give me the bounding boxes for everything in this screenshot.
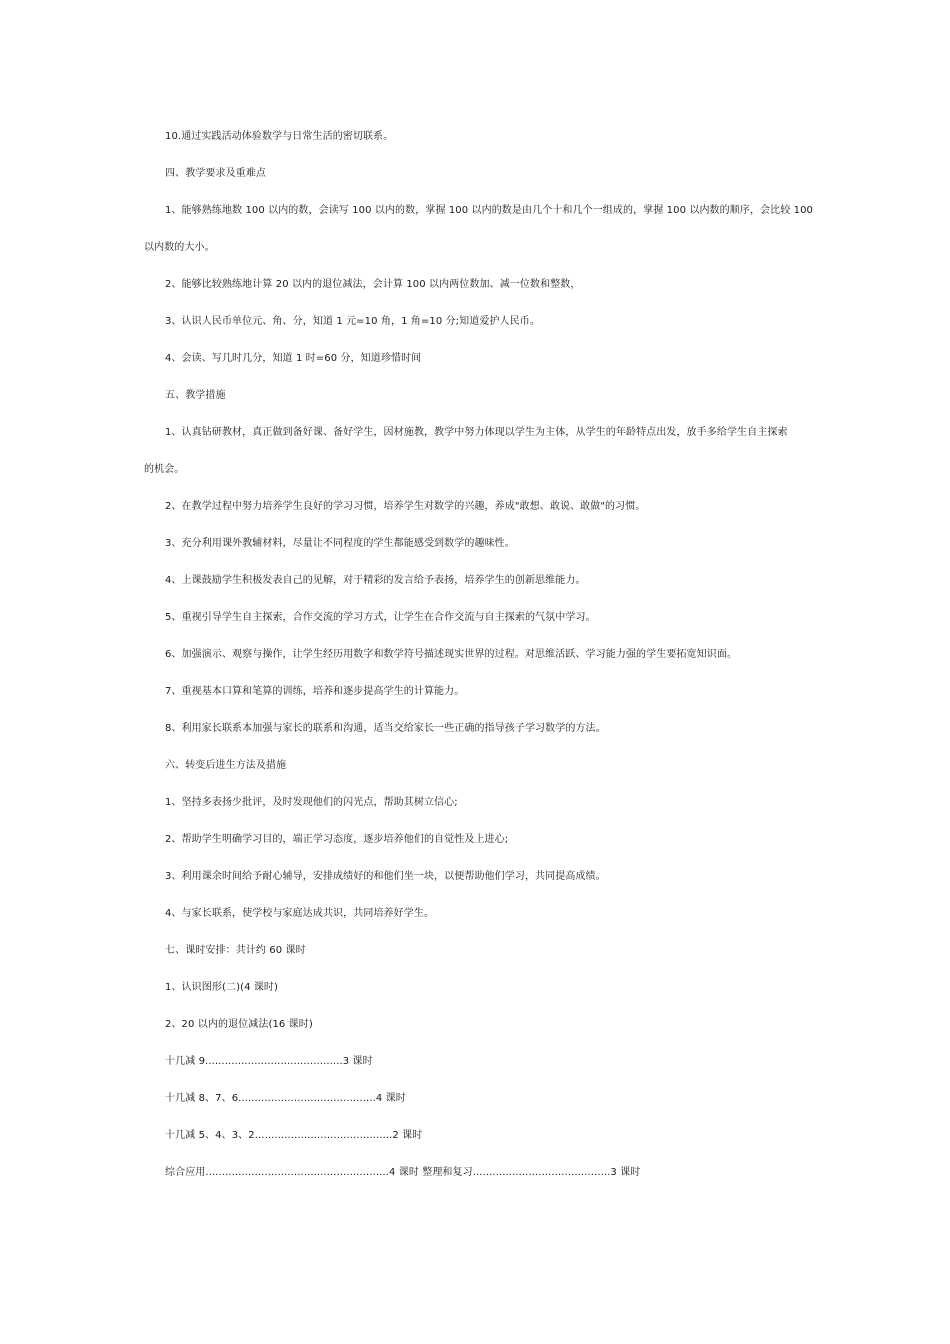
paragraph-line: 1、认真钻研教材，真正做到备好课、备好学生，因材施教，教学中努力体现以学生为主体，从学生的年龄特点出发，放手多给学生自主探索 bbox=[165, 427, 788, 438]
section-heading: 四、教学要求及重难点 bbox=[165, 168, 266, 179]
paragraph-line: 3、认识人民币单位元、角、分，知道 1 元=10 角，1 角=10 分;知道爱护人民币。 bbox=[165, 316, 540, 327]
paragraph-line: 2、能够比较熟练地计算 20 以内的退位减法，会计算 100 以内两位数加、减一位数和整数， bbox=[165, 279, 581, 290]
paragraph-line: 8、利用家长联系本加强与家长的联系和沟通，适当交给家长一些正确的指导孩子学习数学的方法。 bbox=[165, 723, 606, 734]
paragraph-line: 4、与家长联系，使学校与家庭达成共识，共同培养好学生。 bbox=[165, 908, 435, 919]
paragraph-line: 1、坚持多表扬少批评，及时发现他们的闪光点，帮助其树立信心; bbox=[165, 797, 458, 808]
section-heading: 五、教学措施 bbox=[165, 390, 226, 401]
section-heading: 七、课时安排：共计约 60 课时 bbox=[165, 945, 306, 956]
paragraph-line: 7、重视基本口算和笔算的训练，培养和逐步提高学生的计算能力。 bbox=[165, 686, 465, 697]
schedule-subitem: 十几减 5、4、3、2..........................................2 课时 bbox=[165, 1130, 423, 1141]
schedule-subitem: 十几减 9..........................................3 课时 bbox=[165, 1056, 373, 1067]
paragraph-line: 10.通过实践活动体验数学与日常生活的密切联系。 bbox=[165, 131, 394, 142]
paragraph-continuation: 以内数的大小。 bbox=[144, 242, 215, 253]
paragraph-line: 4、上课鼓励学生积极发表自己的见解，对于精彩的发言给予表扬，培养学生的创新思维能力。 bbox=[165, 575, 586, 586]
paragraph-line: 2、帮助学生明确学习目的，端正学习态度，逐步培养他们的自觉性及上进心; bbox=[165, 834, 509, 845]
schedule-subitem: 十几减 8、7、6..........................................4 课时 bbox=[165, 1093, 406, 1104]
schedule-subitem: 综合应用........................................................4 课时 整理和复习..........................................3 课时 bbox=[165, 1167, 641, 1178]
paragraph-continuation: 的机会。 bbox=[144, 464, 185, 475]
paragraph-line: 2、在教学过程中努力培养学生良好的学习习惯，培养学生对数学的兴趣，养成"敢想、敢说、敢做"的习惯。 bbox=[165, 501, 646, 512]
schedule-item: 1、认识图形(二)(4 课时) bbox=[165, 982, 279, 993]
paragraph-line: 4、会读、写几时几分，知道 1 时=60 分，知道珍惜时间 bbox=[165, 353, 422, 364]
paragraph-line: 1、能够熟练地数 100 以内的数，会读写 100 以内的数，掌握 100 以内的数是由几个十和几个一组成的，掌握 100 以内数的顺序，会比较 100 bbox=[165, 205, 814, 216]
section-heading: 六、转变后进生方法及措施 bbox=[165, 760, 287, 771]
paragraph-line: 5、重视引导学生自主探索，合作交流的学习方式，让学生在合作交流与自主探索的气氛中学习。 bbox=[165, 612, 596, 623]
schedule-item: 2、20 以内的退位减法(16 课时) bbox=[165, 1019, 313, 1030]
paragraph-line: 6、加强演示、观察与操作，让学生经历用数字和数学符号描述现实世界的过程。对思维活跃、学习能力强的学生要拓宽知识面。 bbox=[165, 649, 738, 660]
paragraph-line: 3、充分利用课外教辅材料，尽量让不同程度的学生都能感受到数学的趣味性。 bbox=[165, 538, 515, 549]
paragraph-line: 3、利用课余时间给予耐心辅导，安排成绩好的和他们坐一块，以便帮助他们学习，共同提高成绩。 bbox=[165, 871, 606, 882]
